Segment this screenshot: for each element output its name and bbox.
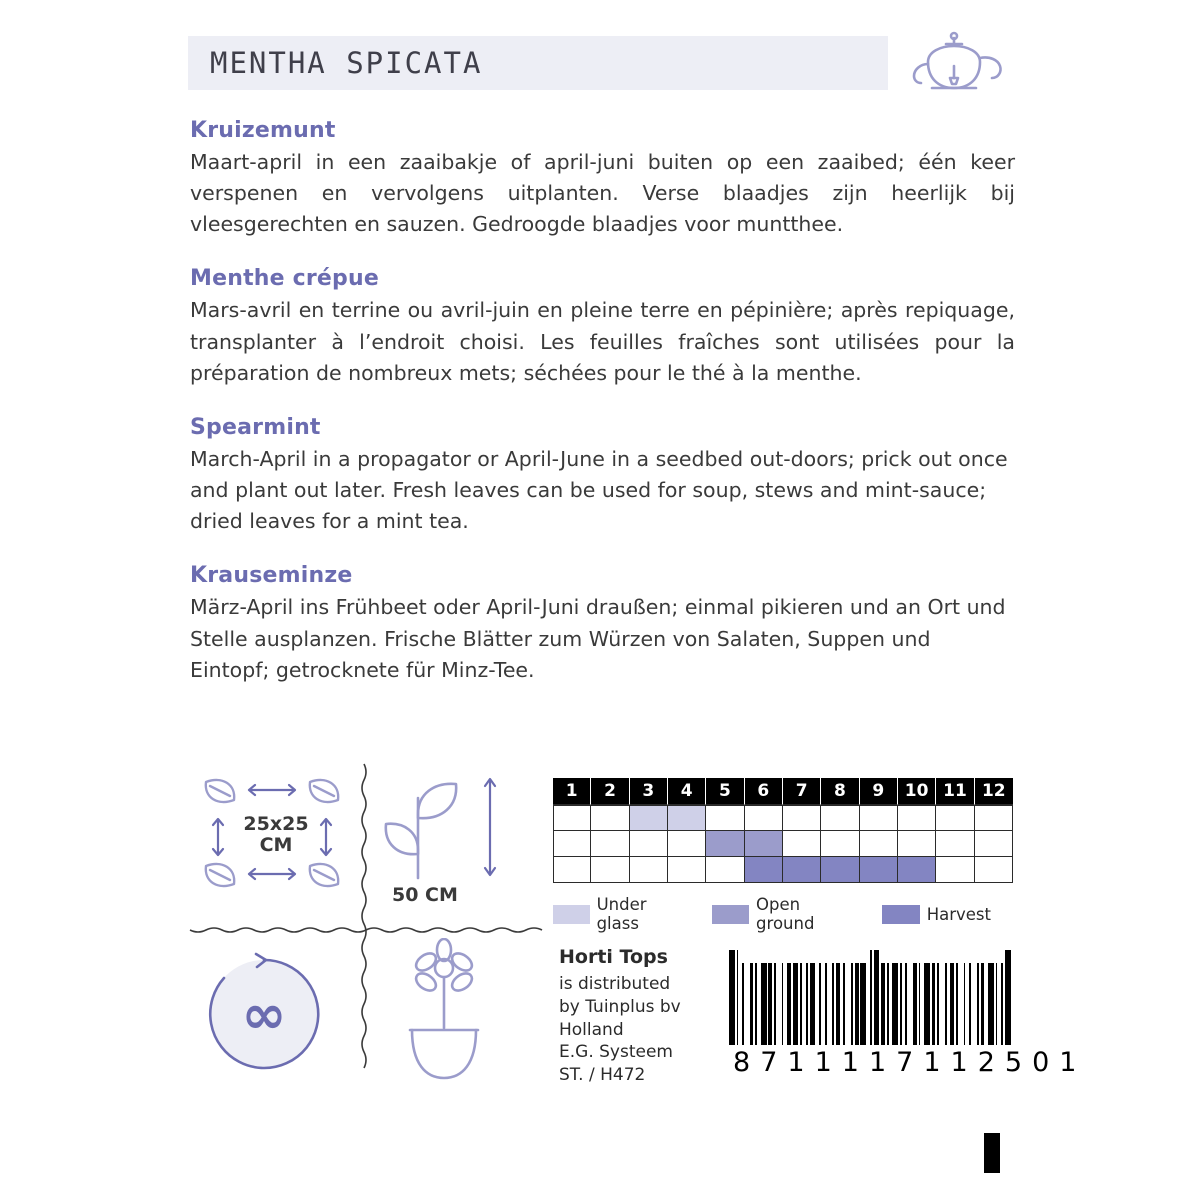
barcode-bars — [729, 950, 1014, 1045]
language-body-fr: Mars-avril en terrine ou avril-juin en pleine terre en pépinière; après repiquage, transplanter à l’endroit choisi. Les feuilles fraîches sont utilisées pour la préparation de nombreux mets; séchées pour le thé à la menthe. — [190, 298, 1015, 385]
calendar-cell — [898, 805, 936, 831]
calendar-cell — [553, 805, 591, 831]
calendar-cell — [783, 857, 821, 883]
calendar-month: 12 — [975, 778, 1013, 805]
calendar-cell — [860, 857, 898, 883]
barcode-digit: 0 — [1032, 1047, 1051, 1078]
language-body-de: März-April ins Frühbeet oder April-Juni draußen; einmal pikieren und an Ort und Stelle ausplanzen. Frische Blätter zum Würzen von Salaten, Suppen und Eintopf; getrocknete für Minz-Tee. — [190, 595, 1006, 682]
distributor-line: is distributed — [559, 973, 671, 994]
calendar-header-row — [553, 778, 1013, 805]
calendar-month: 7 — [783, 778, 821, 805]
calendar-cell — [630, 805, 668, 831]
calendar-cell — [975, 805, 1013, 831]
legend-label-open-ground: Open ground — [756, 895, 815, 933]
legend-swatch-open-ground — [712, 905, 749, 924]
calendar-legend — [553, 895, 1013, 933]
language-body-en: March-April in a propagator or April-June in a seedbed out-doors; prick out once and plant out later. Fresh leaves can be used for soup, stews and mint-sauce; dried leaves for a mint tea. — [190, 446, 1008, 534]
flower-in-pot-icon — [370, 938, 540, 1098]
calendar-month: 1 — [553, 778, 591, 805]
barcode-digits — [729, 1047, 1078, 1078]
calendar-row — [553, 805, 1013, 831]
barcode-digit: 1 — [787, 1047, 806, 1078]
calendar-cell — [706, 857, 744, 883]
svg-text:∞: ∞ — [241, 983, 287, 1046]
calendar-cell — [860, 805, 898, 831]
page-title: MENTHA SPICATA — [210, 46, 483, 80]
calendar-cell — [936, 857, 974, 883]
calendar-cell — [591, 805, 629, 831]
calendar-cell — [706, 831, 744, 857]
language-title-nl: Kruizemunt — [190, 118, 336, 143]
calendar-cell — [936, 831, 974, 857]
calendar-month: 2 — [591, 778, 629, 805]
legend-item-harvest — [882, 905, 991, 924]
barcode-digit: 8 — [733, 1047, 752, 1078]
calendar-cell — [745, 805, 783, 831]
calendar-month: 8 — [821, 778, 859, 805]
calendar-month: 9 — [860, 778, 898, 805]
barcode-digit: 5 — [1004, 1047, 1024, 1078]
legend-swatch-harvest — [882, 905, 920, 924]
legend-label-harvest: Harvest — [926, 904, 991, 924]
calendar-row — [553, 831, 1013, 857]
barcode-digit: 1 — [950, 1047, 969, 1078]
calendar-month: 6 — [745, 778, 783, 805]
plant-spacing-label: 25x25 CM — [243, 813, 309, 856]
plant-height-label: 50 CM — [392, 884, 458, 906]
calendar-cell — [783, 805, 821, 831]
print-registration-mark — [984, 1133, 1000, 1173]
calendar-cell — [783, 831, 821, 857]
legend-item-open-ground — [712, 895, 859, 933]
calendar-cell — [668, 857, 706, 883]
legend-swatch-under-glass — [553, 905, 590, 924]
calendar-month: 11 — [936, 778, 974, 805]
calendar-cell — [860, 831, 898, 857]
calendar-cell — [898, 857, 936, 883]
barcode-digit: 1 — [1059, 1047, 1078, 1078]
barcode-digit: 1 — [923, 1047, 942, 1078]
legend-item-under-glass — [553, 895, 690, 933]
calendar-cell — [553, 831, 591, 857]
distributor-line: Holland — [559, 1019, 624, 1040]
calendar-month: 5 — [706, 778, 744, 805]
perennial-icon — [188, 938, 358, 1098]
distributor-line: by Tuinplus bv — [559, 996, 681, 1017]
barcode-digit: 1 — [814, 1047, 833, 1078]
calendar-cell — [591, 857, 629, 883]
calendar-cell — [745, 831, 783, 857]
barcode-digit: 7 — [896, 1047, 915, 1078]
calendar-cell — [821, 857, 859, 883]
distributor-line: ST. / H472 — [559, 1065, 646, 1086]
language-block-fr — [190, 266, 1015, 388]
plant-spacing-icon — [188, 762, 358, 922]
teapot-icon — [898, 26, 1018, 106]
calendar-cell — [898, 831, 936, 857]
language-block-de — [190, 563, 1015, 685]
calendar-month: 4 — [668, 778, 706, 805]
calendar-body — [553, 805, 1013, 883]
description-sections — [190, 118, 1015, 712]
distributor-info — [559, 945, 681, 1087]
calendar-cell — [668, 805, 706, 831]
brand-name: Horti Tops — [559, 946, 668, 968]
calendar-cell — [975, 857, 1013, 883]
language-title-en: Spearmint — [190, 414, 321, 440]
calendar-cell — [745, 857, 783, 883]
calendar-cell — [668, 831, 706, 857]
language-body-nl: Maart-april in een zaaibakje of april-juni buiten op een zaaibed; één keer verspenen en vervolgens uitplanten. Verse blaadjes zijn heerlijk bij vleesgerechten en sauzen. Gedroogde blaadjes voor muntthee. — [190, 150, 1015, 237]
barcode-digit: 7 — [760, 1047, 779, 1078]
calendar-row — [553, 857, 1013, 883]
calendar-cell — [630, 857, 668, 883]
legend-label-under-glass: Under glass — [596, 895, 647, 933]
language-block-en — [190, 415, 1015, 537]
calendar-cell — [936, 805, 974, 831]
barcode-digit: 1 — [868, 1047, 888, 1078]
barcode-digit: 1 — [841, 1047, 860, 1078]
calendar-month: 3 — [630, 778, 668, 805]
distributor-line: E.G. Systeem — [559, 1042, 673, 1063]
title-banner — [188, 36, 888, 90]
barcode-digit: 2 — [977, 1047, 996, 1078]
barcode — [729, 950, 1078, 1078]
plant-height-icon — [370, 762, 540, 922]
calendar-cell — [706, 805, 744, 831]
language-block-nl — [190, 118, 1015, 240]
calendar-cell — [821, 831, 859, 857]
calendar-cell — [821, 805, 859, 831]
calendar-cell — [630, 831, 668, 857]
language-title-fr: Menthe crépue — [190, 266, 379, 292]
calendar-cell — [975, 831, 1013, 857]
sowing-calendar — [553, 778, 1013, 933]
language-title-de: Krauseminze — [190, 563, 353, 589]
calendar-cell — [591, 831, 629, 857]
growing-info-icons — [188, 762, 548, 1112]
barcode-bar — [1011, 950, 1015, 1045]
calendar-cell — [553, 857, 591, 883]
calendar-month: 10 — [898, 778, 936, 805]
